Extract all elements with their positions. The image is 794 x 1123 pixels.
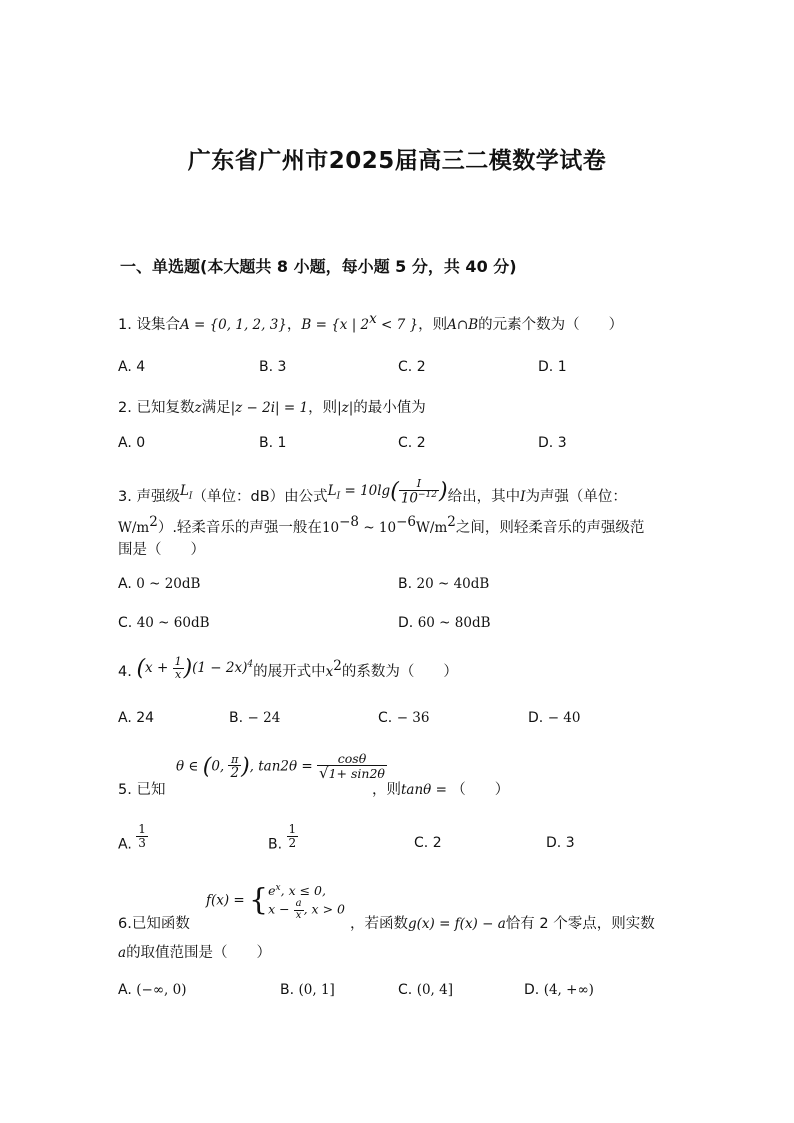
question-number: 3. xyxy=(118,489,132,506)
option-c[interactable]: C. (0, 4] xyxy=(398,982,453,998)
question-number: 4. xyxy=(118,664,132,680)
option-d[interactable]: D. 3 xyxy=(546,835,575,851)
decibel-formula: $L_I = 10\lg$( $\frac{I}{10^{-12}}$ ) xyxy=(327,477,448,507)
option-b[interactable]: B. − 24 xyxy=(229,710,281,726)
option-a[interactable]: A. (−∞, 0) xyxy=(118,982,187,998)
question-6: 6.已知函数 xyxy=(118,916,190,932)
option-c[interactable]: C. 2 xyxy=(398,359,426,375)
option-b[interactable]: B. 1 xyxy=(259,435,287,451)
option-d[interactable]: D. 3 xyxy=(538,435,567,451)
condition-expression: θ ∈ (0, $\frac{\pi}{2}$ ), tan2θ = $\frac{\cos\theta}{√1+ \sin 2\theta}$ xyxy=(176,751,385,783)
question-number: 2. xyxy=(118,400,132,416)
question-1: 1. 设集合A = {0, 1, 2, 3}，B = {x | $2^x < 7$ }，则A∩B的元素个数为（ ） xyxy=(118,311,624,333)
piecewise-function: $f(x) = \{e^x$, x ≤ 0, x − $\frac{a}{x}$ , x > 0 xyxy=(206,882,345,921)
question-number: 6. xyxy=(118,916,132,932)
question-2: 2. 已知复数z满足|z − 2i| = 1，则|z|的最小值为 xyxy=(118,400,426,416)
binomial-expression: (x + $\frac{1}{x}$ )$(1 - 2x)^4$ xyxy=(136,655,254,681)
option-b[interactable]: B. 3 xyxy=(259,359,287,375)
question-3: 3. 声强级$L_I$（单位：dB）由公式$L_I = 10\lg$( $\frac{I}{10^{-12}}$ )给出，其中I为声强（单位： xyxy=(118,477,627,507)
option-b[interactable]: B. 20 ~ 40dB xyxy=(398,576,490,592)
option-a[interactable]: A. 0 xyxy=(118,435,146,451)
question-3-line-2: $W/m^2$）.轻柔音乐的声强一般在$10^{-8}$ ~ $10^{-6}W/m^2$之间，则轻柔音乐的声强级范 xyxy=(118,514,645,536)
question-number: 1. xyxy=(118,316,132,333)
page-title: 广东省广州市2025届高三二模数学试卷 xyxy=(187,148,607,174)
question-6-line-2: a的取值范围是（ ） xyxy=(118,945,272,961)
question-5-tail: ，则tanθ = （ ） xyxy=(372,782,510,798)
option-d[interactable]: D. 60 ~ 80dB xyxy=(398,615,491,631)
option-d[interactable]: D. (4, +∞) xyxy=(524,982,594,998)
option-a[interactable]: A. $\frac{1}{3}$ xyxy=(118,822,146,853)
option-b[interactable]: B. (0, 1] xyxy=(280,982,335,998)
section-heading: 一、单选题(本大题共 8 小题，每小题 5 分，共 40 分) xyxy=(120,257,517,276)
option-d[interactable]: D. − 40 xyxy=(528,710,581,726)
question-number: 5. xyxy=(118,782,132,798)
option-c[interactable]: C. 2 xyxy=(398,435,426,451)
question-5: 5. 已知 xyxy=(118,782,166,798)
option-c[interactable]: C. 2 xyxy=(414,835,442,851)
option-a[interactable]: A. 24 xyxy=(118,710,155,726)
option-c[interactable]: C. − 36 xyxy=(378,710,430,726)
option-d[interactable]: D. 1 xyxy=(538,359,567,375)
option-a[interactable]: A. 4 xyxy=(118,359,146,375)
question-4: 4. (x + $\frac{1}{x}$ )$(1 - 2x)^4$的展开式中$x^2$的系数为（ ） xyxy=(118,655,458,681)
question-6-tail: ，若函数g(x) = f(x) − a恰有 2 个零点，则实数 xyxy=(350,916,655,932)
option-c[interactable]: C. 40 ~ 60dB xyxy=(118,615,210,631)
option-a[interactable]: A. 0 ~ 20dB xyxy=(118,576,201,592)
option-b[interactable]: B. $\frac{1}{2}$ xyxy=(268,822,297,853)
question-3-line-3: 围是（ ） xyxy=(118,542,205,558)
